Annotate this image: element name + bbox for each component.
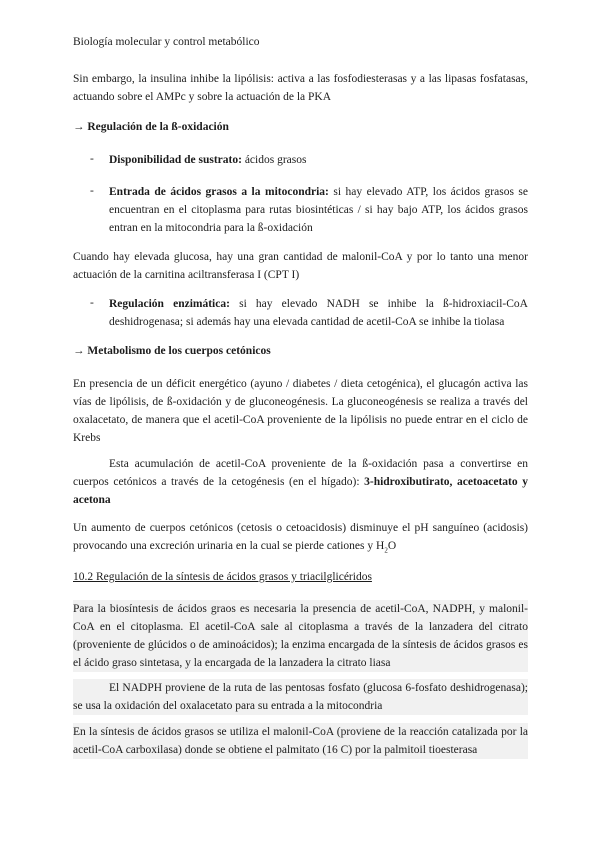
paragraph-glucosa: Cuando hay elevada glucosa, hay una gran cantidad de malonil-CoA y por lo tanto una menor actuación de la carnitina aciltransferasa I (CPT I) xyxy=(73,251,528,281)
paragraph-text: Un aumento de cuerpos cetónicos (cetosis o cetoacidosis) disminuye el pH sanguíneo (acidosis) provocando una excreción urinaria en la cual se pierde cationes y H xyxy=(73,522,528,552)
bullet-label: Disponibilidad de sustrato: xyxy=(109,154,242,166)
bullet-marker: - xyxy=(90,185,94,197)
bullet-disponibilidad xyxy=(109,151,528,169)
paragraph-end: O xyxy=(387,540,397,552)
paragraph-acumulacion-acetil-coa xyxy=(73,455,528,509)
bullet-label: Entrada de ácidos grasos a la mitocondria: xyxy=(109,186,329,198)
bullet-label: Regulación enzimática: xyxy=(109,298,230,310)
bullet-regulacion-enzimatica xyxy=(109,295,528,331)
paragraph-biosintesis: Para la biosíntesis de ácidos graos es necesaria la presencia de acetil-CoA, NADPH, y malonil-CoA en el citoplasma. El acetil-CoA sale al citoplasma a través de la lanzadera del citrato (proveniente de glúcidos o de aminoácidos); la enzima encargada de la síntesis de ácidos grasos es el ácido graso sintetasa, y la encargada de la lanzadera la citrato liasa xyxy=(73,600,528,672)
bullet-marker: - xyxy=(90,153,94,165)
cuerpos-cetonicos-list: 3-hidroxibutirato, acetoacetato y acetona xyxy=(73,476,528,506)
heading-beta-oxidacion: → Regulación de la ß-oxidación xyxy=(73,121,229,133)
bullet-text: si hay elevado ATP, los ácidos grasos se encuentran en el citoplasma para rutas biosintéticas / si hay bajo ATP, los ácidos grasos entran en la mitocondria para la ß-oxidación xyxy=(109,186,528,234)
paragraph-malonil-coa: En la síntesis de ácidos grasos se utiliza el malonil-CoA (proviene de la reacción catalizada por la acetil-CoA carboxilasa) donde se obtiene el palmitato (16 C) por la palmitoil tioesterasa xyxy=(73,723,528,759)
bullet-marker: - xyxy=(90,297,94,309)
paragraph-nadph: El NADPH proviene de la ruta de las pentosas fosfato (glucosa 6-fosfato deshidrogenasa); se usa la oxidación del oxalacetato para su entrada a la mitocondria xyxy=(73,679,528,715)
page-header: Biología molecular y control metabólico xyxy=(73,36,260,48)
paragraph-cetosis xyxy=(73,519,528,559)
subscript: 2 xyxy=(384,546,388,555)
bullet-text: si hay elevado NADH se inhibe la ß-hidroxiacil-CoA deshidrogenasa; si además hay una elevada cantidad de acetil-CoA se inhibe la tiolasa xyxy=(109,298,528,328)
paragraph-text: Esta acumulación de acetil-CoA proveniente de la ß-oxidación pasa a convertirse en cuerpos cetónicos a través de la cetogénesis (en el hígado): xyxy=(73,458,528,488)
paragraph-deficit-energetico: En presencia de un déficit energético (ayuno / diabetes / dieta cetogénica), el glucagón activa las vías de lipólisis, de ß-oxidación y de gluconeogénesis. La gluconeogénesis se realiza a través del oxalacetato, de manera que el acetil-CoA proveniente de la lipólisis no puede entrar en el ciclo de Krebs xyxy=(73,378,528,444)
paragraph-insulina: Sin embargo, la insulina inhibe la lipólisis: activa a las fosfodiesterasas y a las lipasas fosfatasas, actuando sobre el AMPc y sobre la actuación de la PKA xyxy=(73,73,528,103)
bullet-entrada-mitocondria xyxy=(109,183,528,237)
bullet-text: ácidos grasos xyxy=(241,154,307,166)
section-heading-10-2: 10.2 Regulación de la síntesis de ácidos grasos y triacilglicéridos xyxy=(73,571,372,583)
heading-cuerpos-cetonicos: → Metabolismo de los cuerpos cetónicos xyxy=(73,345,271,357)
